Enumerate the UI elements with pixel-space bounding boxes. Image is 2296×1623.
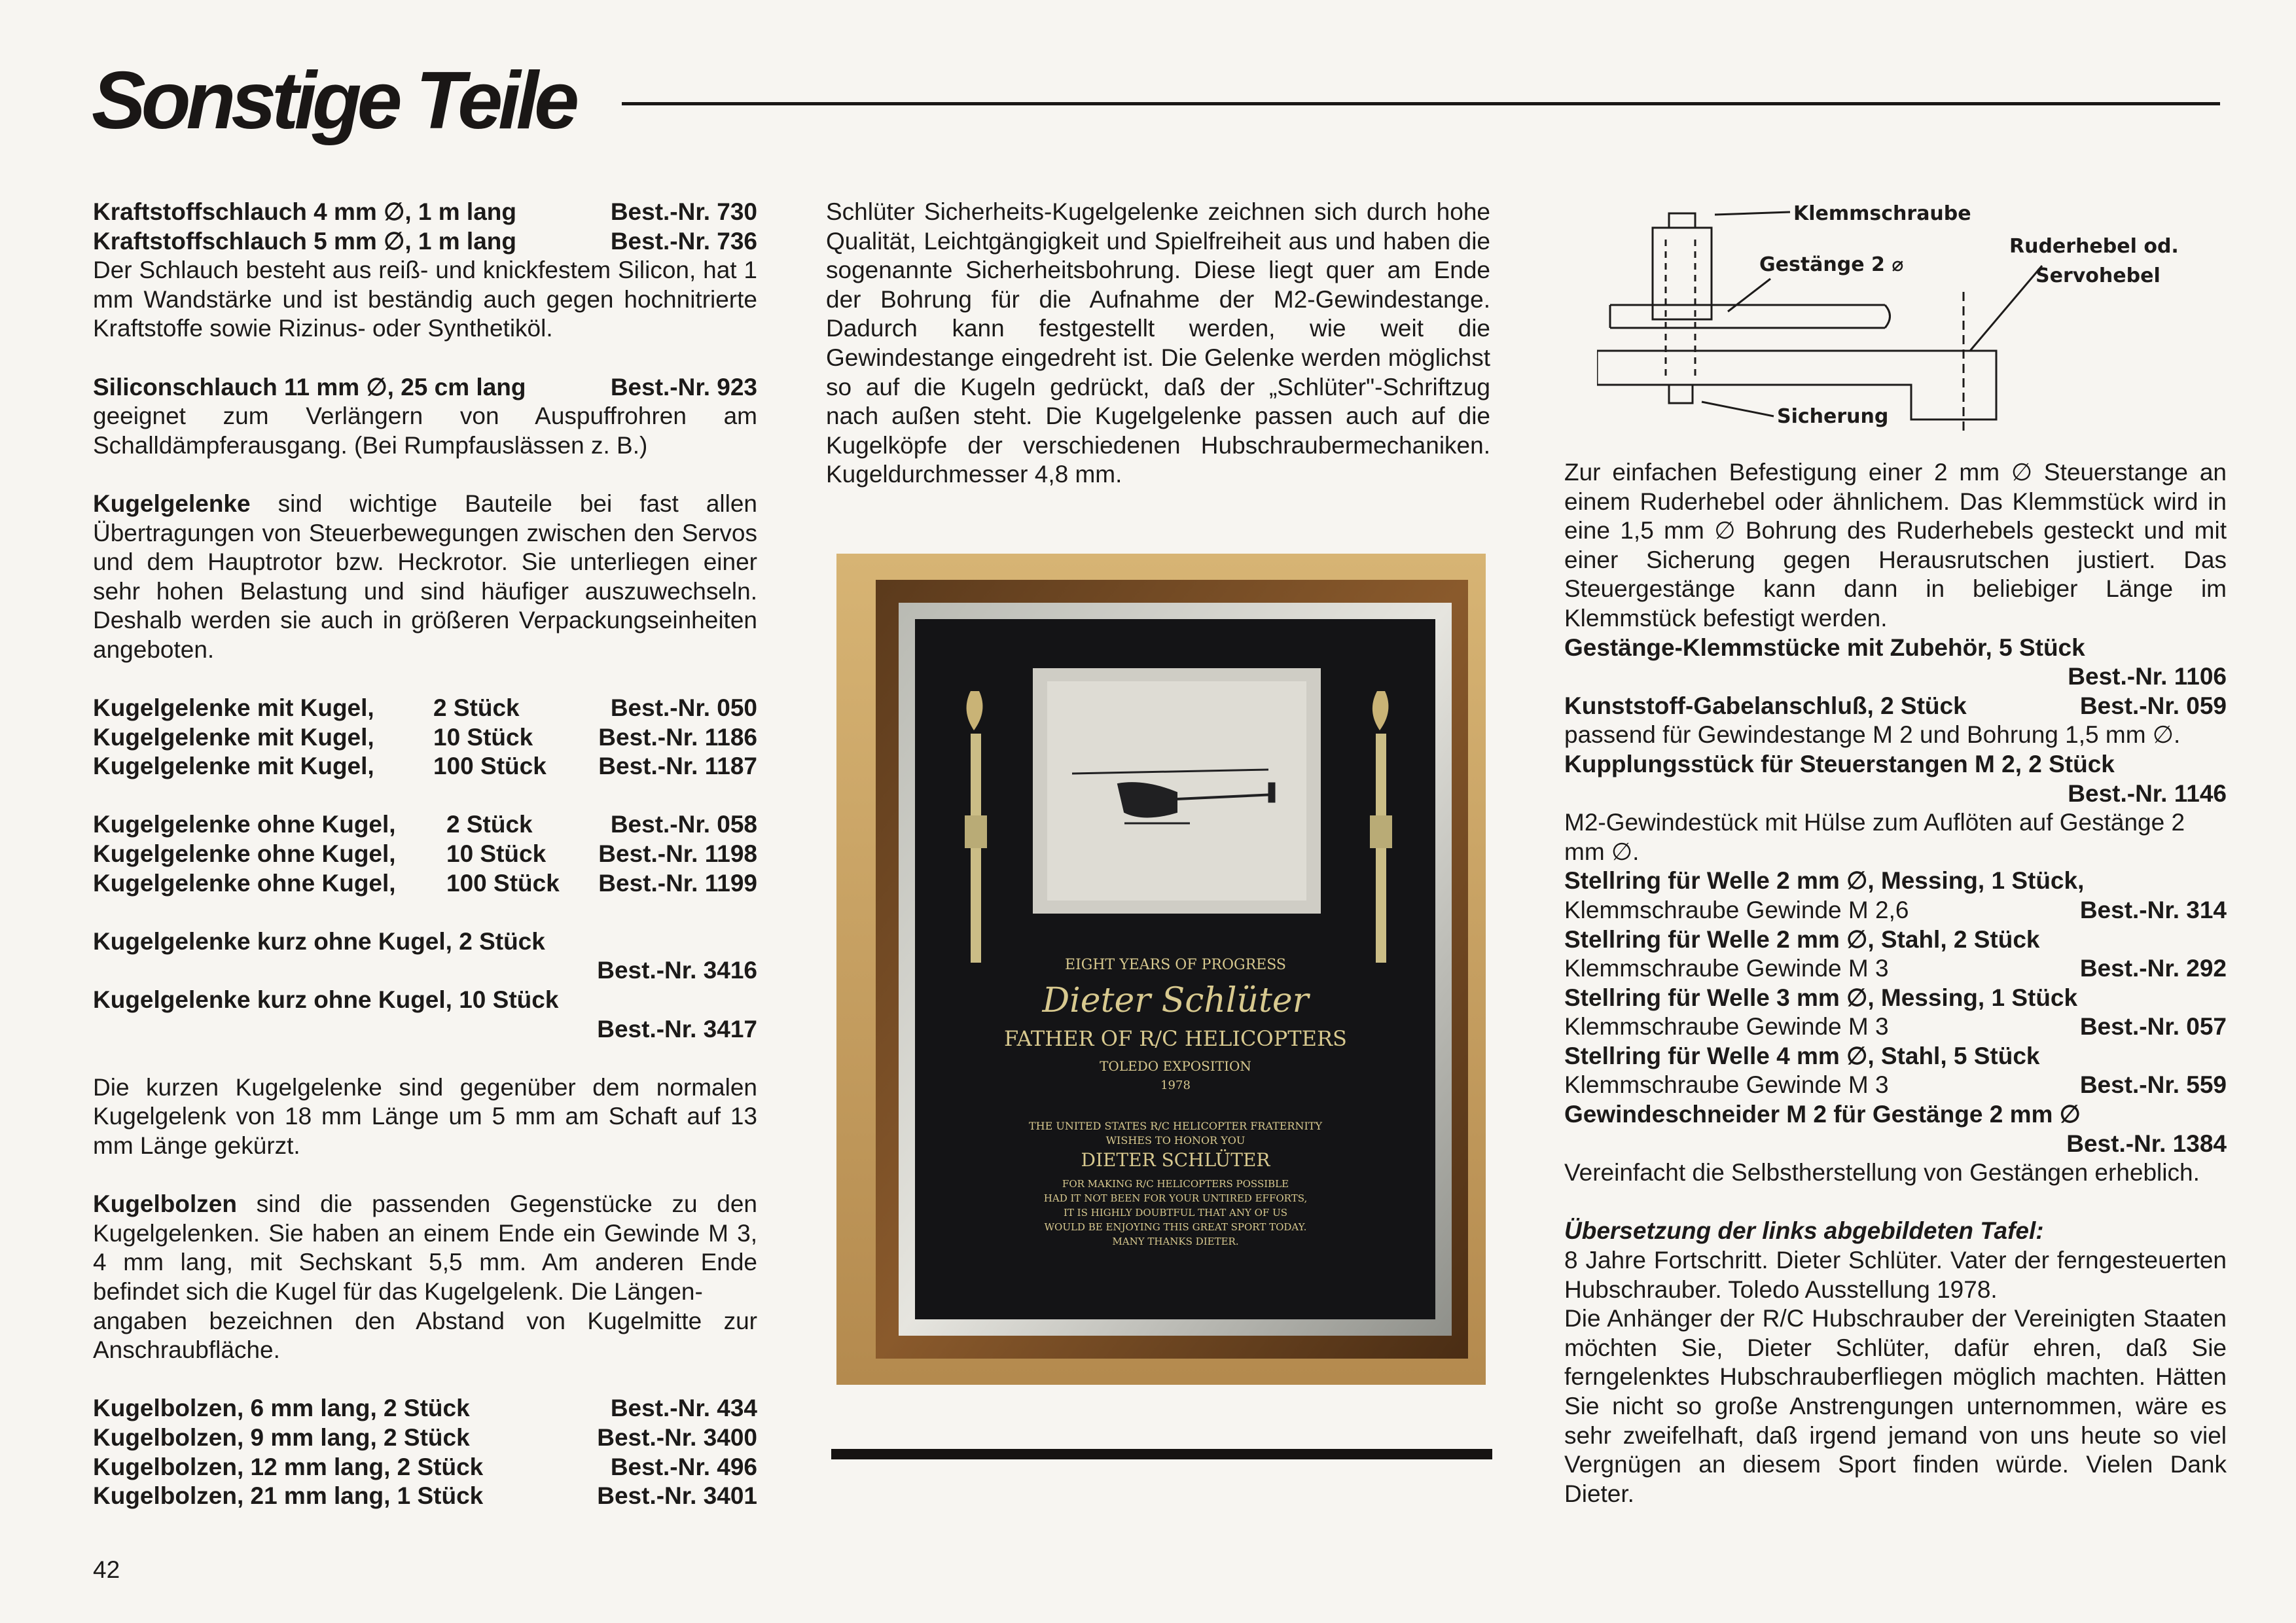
column-left <box>93 198 757 1511</box>
list-item-detail: Klemmschraube Gewinde M 3 Best.-Nr. 057 <box>1564 1013 2227 1041</box>
svg-text:Sicherung: Sicherung <box>1777 405 1889 428</box>
award-plaque-photo <box>836 554 1486 1385</box>
svg-text:TOLEDO EXPOSITION: TOLEDO EXPOSITION <box>1100 1058 1251 1074</box>
clamp-intro: Zur einfachen Befestigung einer 2 mm ∅ Steuerstange an einem Ruderhebel oder ähnlichem. Das Klemmstück wird in eine 1,5 mm ∅ Bohrung des Ruderhebels gesteckt und mit einer Sicherung gegen Herausrutschen justiert. Das Steuergestänge kann dann in beliebiger Länge im Klemmstück befestigt werden. <box>1564 459 2227 632</box>
safety-joint-description: Schlüter Sicherheits-Kugelgelenke zeichnen sich durch hohe Qualität, Leichtgängigkeit und Spielfreiheit aus und haben die sogenannte Sicherheitsbohrung. Diese liegt quer am Ende der Bohrung für die Aufnahme der M2-Gewindestange. Dadurch kann festgestellt werden, wie weit die Gewindestange eingedreht ist. Die Gelenke werden möglichst so auf die Kugeln gedrückt, daß der „Schlüter"-Schriftzug nach außen steht. Die Kugelgelenke passen auch auf die Kugelköpfe der verschiedenen Hubschraubermechaniken. Kugeldurchmesser 4,8 mm. <box>826 198 1490 488</box>
ball-joints-without-ball-list <box>93 810 757 898</box>
ball-joints-description: Kugelgelenke sind wichtige Bauteile bei fast allen Übertragungen von Steuerbewegungen zwischen den Servos und dem Hauptrotor bzw. Heckrotor. Sie unterliegen einer sehr hohen Belastung und sind häufiger auszuwechseln. Deshalb werden sie auch in größeren Verpackungseinheiten angeboten. <box>93 490 757 663</box>
list-item: Kugelbolzen, 9 mm lang, 2 Stück Best.-Nr. 3400 <box>93 1423 757 1451</box>
clamp-piece-diagram <box>1597 194 2186 442</box>
thread-cutter-description: Vereinfacht die Selbstherstellung von Gestängen erheblich. <box>1564 1159 2200 1186</box>
bottom-rule <box>831 1449 1492 1459</box>
ball-bolts-description: Kugelbolzen sind die passenden Gegenstücke zu den Kugelgelenken. Sie haben an einem Ende ein Gewinde M 3, 4 mm lang, mit Sechskant 5,5 mm. Am anderen Ende befindet sich die Kugel für das Kugelgelenk. Die Längen- <box>93 1190 757 1305</box>
svg-text:Gestänge 2 ⌀: Gestänge 2 ⌀ <box>1759 253 1904 276</box>
coupling-label: Kupplungsstück für Steuerstangen M 2, 2 Stück <box>1564 750 2115 777</box>
ball-joints-with-ball-list <box>93 694 757 781</box>
coupling-description: M2-Gewindestück mit Hülse zum Auflöten auf Gestänge 2 mm ∅. <box>1564 809 2185 865</box>
list-item: Kugelgelenke mit Kugel, 100 Stück Best.-Nr. 1187 <box>93 753 757 780</box>
fuel-hose-description: Der Schlauch besteht aus reiß- und knickfestem Silicon, hat 1 mm Wandstärke und ist beständig auch gegen hochnitrierte Kraftstoffe sowie Rizinus- oder Synthetiköl. <box>93 257 757 342</box>
ball-bolts-description-2: angaben bezeichnen den Abstand von Kugelmitte zur Anschraubfläche. <box>93 1307 757 1364</box>
short-joint-2-order: Best.-Nr. 3416 <box>597 957 757 984</box>
thread-cutter-label: Gewindeschneider M 2 für Gestänge 2 mm ∅ <box>1564 1101 2081 1128</box>
fuel-hose-4mm: Kraftstoffschlauch 4 mm ∅, 1 m lang Best.-Nr. 730 <box>93 198 757 225</box>
translation-heading: Übersetzung der links abgebildeten Tafel: <box>1564 1217 2044 1245</box>
svg-text:FOR MAKING R/C HELICOPTERS POS: FOR MAKING R/C HELICOPTERS POSSIBLE <box>1062 1178 1289 1190</box>
list-item: Kugelbolzen, 6 mm lang, 2 Stück Best.-Nr. 434 <box>93 1395 757 1422</box>
list-item: Kugelgelenke mit Kugel, 2 Stück Best.-Nr. 050 <box>93 694 757 722</box>
short-joint-description: Die kurzen Kugelgelenke sind gegenüber dem normalen Kugelgelenk von 18 mm Länge um 5 mm am Schaft auf 13 mm Länge gekürzt. <box>93 1073 757 1159</box>
svg-text:Dieter Schlüter: Dieter Schlüter <box>1042 981 1309 1020</box>
page-title: Sonstige Teile <box>92 56 575 146</box>
short-joint-10-order: Best.-Nr. 3417 <box>597 1015 757 1043</box>
svg-text:WOULD BE ENJOYING THIS GREAT S: WOULD BE ENJOYING THIS GREAT SPORT TODAY. <box>1044 1221 1307 1233</box>
coupling-order: Best.-Nr. 1146 <box>2068 779 2227 807</box>
column-right <box>1564 458 2227 1508</box>
fork-connector: Kunststoff-Gabelanschluß, 2 Stück Best.-Nr. 059 <box>1564 692 2227 719</box>
short-joint-10: Kugelgelenke kurz ohne Kugel, 10 Stück <box>93 986 559 1014</box>
column-middle <box>826 198 1490 490</box>
svg-text:WISHES TO HONOR YOU: WISHES TO HONOR YOU <box>1105 1134 1246 1147</box>
svg-text:FATHER OF R/C HELICOPTERS: FATHER OF R/C HELICOPTERS <box>1004 1026 1347 1051</box>
svg-text:1978: 1978 <box>1160 1079 1191 1092</box>
svg-text:HAD IT NOT BEEN FOR YOUR UNTIR: HAD IT NOT BEEN FOR YOUR UNTIRED EFFORTS, <box>1043 1192 1308 1204</box>
list-item-detail: Klemmschraube Gewinde M 3 Best.-Nr. 292 <box>1564 955 2227 982</box>
translation-text-2: Die Anhänger der R/C Hubschrauber der Vereinigten Staaten möchten Sie, Dieter Schlüter, dafür ehren, daß Sie ferngelenktes Hubschrauberfliegen möglich machten. Hätten Sie nicht so große Anstrengungen unternommen, wäre es sehr zweifelhaft, daß irgend jemand von uns heute so viel Vergnügen an diesem Sport finden würde. Vielen Dank Dieter. <box>1564 1305 2227 1507</box>
list-item-detail: Klemmschraube Gewinde M 2,6 Best.-Nr. 314 <box>1564 896 2227 923</box>
svg-text:IT IS HIGHLY DOUBTFUL THAT ANY: IT IS HIGHLY DOUBTFUL THAT ANY OF US <box>1063 1207 1288 1219</box>
page-number: 42 <box>93 1556 120 1583</box>
silicone-hose-description: geeignet zum Verlängern von Auspuffrohren am Schalldämpferausgang. (Bei Rumpfauslässen z. B.) <box>93 402 757 459</box>
svg-text:THE UNITED STATES R/C HELICOPT: THE UNITED STATES R/C HELICOPTER FRATERNITY <box>1028 1120 1323 1132</box>
clamp-pieces-order: Best.-Nr. 1106 <box>2068 663 2227 690</box>
svg-text:Servohebel: Servohebel <box>2036 264 2161 287</box>
silicone-hose: Siliconschlauch 11 mm ∅, 25 cm lang Best.-Nr. 923 <box>93 373 757 401</box>
fuel-hose-5mm: Kraftstoffschlauch 5 mm ∅, 1 m lang Best.-Nr. 736 <box>93 227 757 255</box>
fork-description: passend für Gewindestange M 2 und Bohrung 1,5 mm ∅. <box>1564 721 2181 749</box>
list-item: Stellring für Welle 2 mm ∅, Stahl, 2 Stück <box>1564 925 2040 953</box>
list-item: Kugelgelenke ohne Kugel, 10 Stück Best.-Nr. 1198 <box>93 840 757 868</box>
clamp-pieces-label: Gestänge-Klemmstücke mit Zubehör, 5 Stück <box>1564 633 2085 661</box>
svg-text:DIETER SCHLÜTER: DIETER SCHLÜTER <box>1081 1149 1270 1171</box>
collar-ring-list <box>1564 866 2227 1100</box>
list-item: Kugelgelenke ohne Kugel, 2 Stück Best.-Nr. 058 <box>93 811 757 838</box>
translation-text-1: 8 Jahre Fortschritt. Dieter Schlüter. Vater der ferngesteuerten Hubschrauber. Toledo Ausstellung 1978. <box>1564 1247 2227 1303</box>
title-rule <box>622 102 2220 105</box>
list-item: Kugelbolzen, 12 mm lang, 2 Stück Best.-Nr. 496 <box>93 1453 757 1480</box>
list-item: Kugelbolzen, 21 mm lang, 1 Stück Best.-Nr. 3401 <box>93 1482 757 1510</box>
list-item: Stellring für Welle 4 mm ∅, Stahl, 5 Stück <box>1564 1042 2040 1069</box>
list-item: Stellring für Welle 3 mm ∅, Messing, 1 Stück <box>1564 984 2078 1011</box>
svg-text:Ruderhebel od.: Ruderhebel od. <box>2009 235 2179 258</box>
list-item: Stellring für Welle 2 mm ∅, Messing, 1 Stück, <box>1564 867 2085 895</box>
thread-cutter-order: Best.-Nr. 1384 <box>2066 1130 2227 1157</box>
list-item: Kugelgelenke mit Kugel, 10 Stück Best.-Nr. 1186 <box>93 723 757 751</box>
list-item-detail: Klemmschraube Gewinde M 3 Best.-Nr. 559 <box>1564 1071 2227 1099</box>
ball-bolts-list <box>93 1394 757 1510</box>
svg-text:MANY THANKS DIETER.: MANY THANKS DIETER. <box>1112 1236 1239 1247</box>
list-item: Kugelgelenke ohne Kugel, 100 Stück Best.-Nr. 1199 <box>93 869 757 897</box>
svg-text:Klemmschraube: Klemmschraube <box>1793 202 1971 225</box>
short-joint-2: Kugelgelenke kurz ohne Kugel, 2 Stück <box>93 927 545 955</box>
svg-text:EIGHT YEARS OF PROGRESS: EIGHT YEARS OF PROGRESS <box>1065 957 1286 973</box>
